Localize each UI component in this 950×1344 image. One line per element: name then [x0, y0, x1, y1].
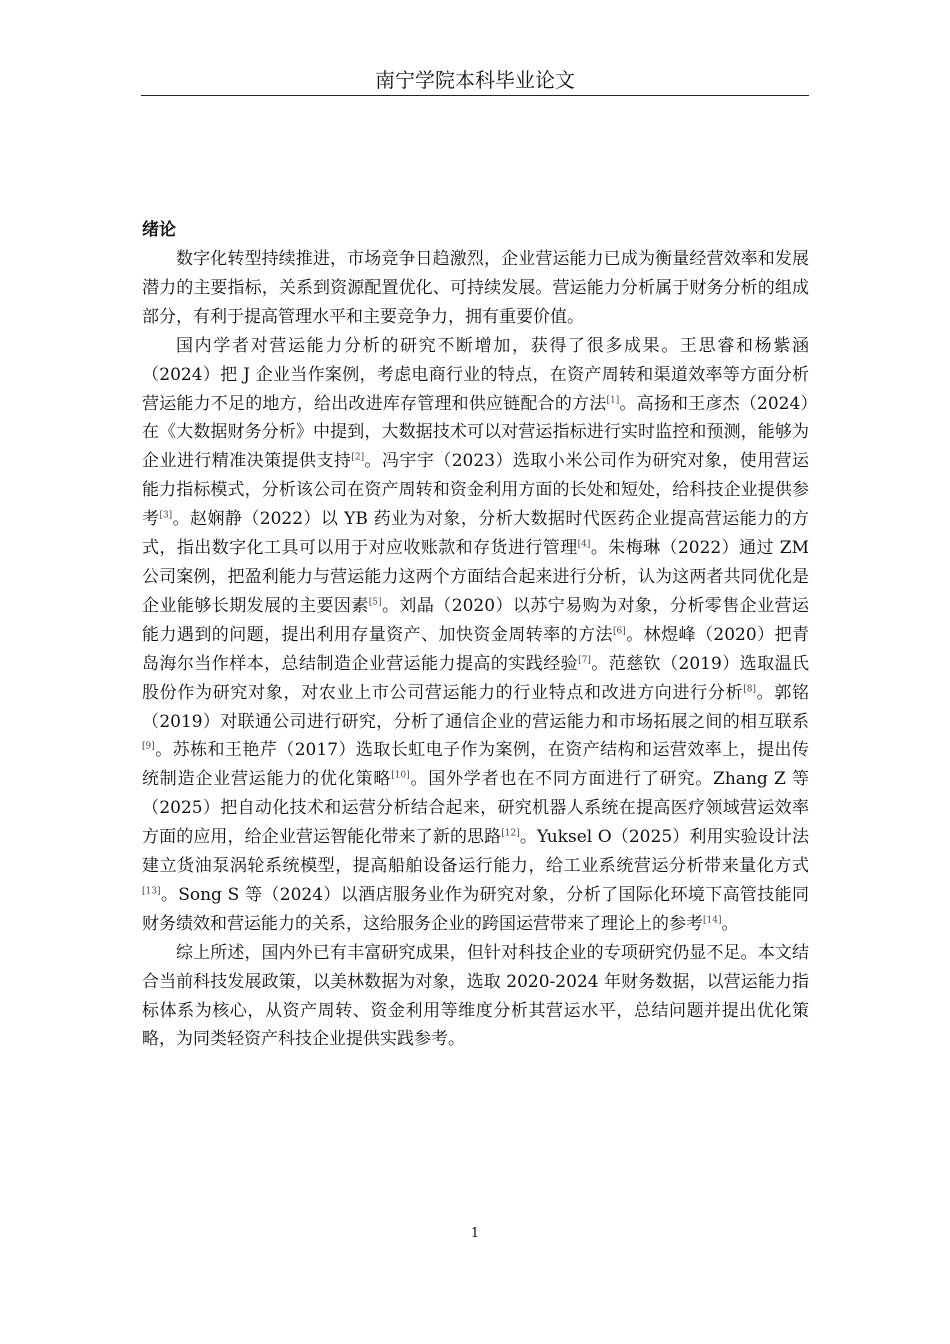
citation-marker: [12] [501, 828, 520, 839]
paragraph-text: 。赵娴静（2022）以 YB 药业为对象，分析大数据时代医药企业提高营运能力的方式，指出数字化工具可以用于对应收账款和存货进行管理 [142, 509, 809, 559]
citation-marker: [14] [703, 915, 722, 926]
paragraph-text: 数字化转型持续推进，市场竞争日趋激烈，企业营运能力已成为衡量经营效率和发展潜力的主要指标，关系到资源配置优化、可持续发展。营运能力分析属于财务分析的组成部分，有利于提高管理水平和主要竞争力，拥有重要价值。 [142, 249, 809, 327]
paragraph-text: 。国外学者也在不同方面进行了研究。Zhang Z 等（2025）把自动化技术和运营分析结合起来，研究机器人系统在提高医疗领域营运效率方面的应用，给企业营运智能化带来了新的思路 [142, 769, 809, 848]
citation-marker: [13] [142, 886, 161, 897]
page-number: 1 [470, 1226, 480, 1241]
paragraph-text: 。高扬和王彦杰（2024）在《大数据财务分析》中提到，大数据技术可以对营运指标进行实时监控和预测，能够为企业进行精准决策提供支持 [142, 393, 810, 472]
paragraph-text: 国内学者对营运能力分析的研究不断增加，获得了很多成果。王思睿和杨紫涵（2024）把 J 企业当作案例，考虑电商行业的特点，在资产周转和渠道效率等方面分析营运能力不足的地方，给出改进库存管理和供应链配合的方法 [142, 335, 809, 414]
citation-marker: [4] [577, 539, 591, 550]
paragraph-text: 。刘晶（2020）以苏宁易购为对象，分析零售企业营运能力遇到的问题，提出利用存量资产、加快资金周转率的方法 [142, 595, 810, 645]
paragraph-text: 。苏栋和王艳芹（2017）选取长虹电子作为案例，在资产结构和运营效率上，提出传统制造企业营运能力的优化策略 [142, 740, 809, 790]
citation-marker: [1] [606, 394, 620, 405]
paragraph [142, 245, 809, 332]
paragraph-text: 综上所述，国内外已有丰富研究成果，但针对科技企业的专项研究仍显不足。本文结合当前科技发展政策，以美林数据为对象，选取 2020-2024 年财务数据，以营运能力指标体系为核心，从资产周转、资金利用等维度分析其营运水平，总结问题并提出优化策略，为同类轻资产科技企业提供实践参考。 [142, 942, 809, 1050]
paragraph-text: 。Song S 等（2024）以酒店服务业作为研究对象，分析了国际化环境下高管技能同财务绩效和营运能力的关系，这给服务企业的跨国运营带来了理论上的参考 [142, 884, 809, 934]
paragraph-text: 。Yuksel O（2025）利用实验设计法建立货油泵涡轮系统模型，提高船舶设备运行能力，给工业系统营运分析带来量化方式 [142, 827, 809, 877]
citation-marker: [7] [578, 655, 591, 666]
section-heading: 绪论 [142, 220, 176, 240]
citation-marker: [10] [391, 770, 410, 781]
paragraph-text: 。林煜峰（2020）把青岛海尔当作样本，总结制造企业营运能力提高的实践经验 [142, 624, 810, 674]
body-text [142, 245, 809, 1054]
paragraph-text: 。范慈钦（2019）选取温氏股份作为研究对象，对农业上市公司营运能力的行业特点和改进方向进行分析 [142, 653, 810, 703]
paragraph [142, 332, 809, 939]
paragraph [142, 939, 809, 1055]
paragraph-text: 。朱梅琳（2022）通过 ZM 公司案例，把盈利能力与营运能力这两个方面结合起来进行分析，认为这两者共同优化是企业能够长期发展的主要因素 [142, 538, 810, 616]
citation-marker: [9] [142, 741, 155, 752]
citation-marker: [3] [159, 510, 173, 521]
citation-marker: [2] [351, 452, 365, 463]
citation-marker: [6] [613, 626, 626, 637]
paragraph-text: 。 [721, 913, 739, 934]
header-divider [141, 95, 809, 96]
citation-marker: [5] [368, 597, 382, 608]
citation-marker: [8] [743, 683, 756, 694]
running-header: 南宁学院本科毕业论文 [375, 68, 575, 92]
paragraph-text: 。冯宇宇（2023）选取小米公司作为研究对象，使用营运能力指标模式，分析该公司在资产周转和资金利用方面的长处和短处，给科技企业提供参考 [142, 451, 809, 530]
paragraph-text: 。郭铭（2019）对联通公司进行研究，分析了通信企业的营运能力和市场拓展之间的相互联系 [142, 682, 810, 732]
